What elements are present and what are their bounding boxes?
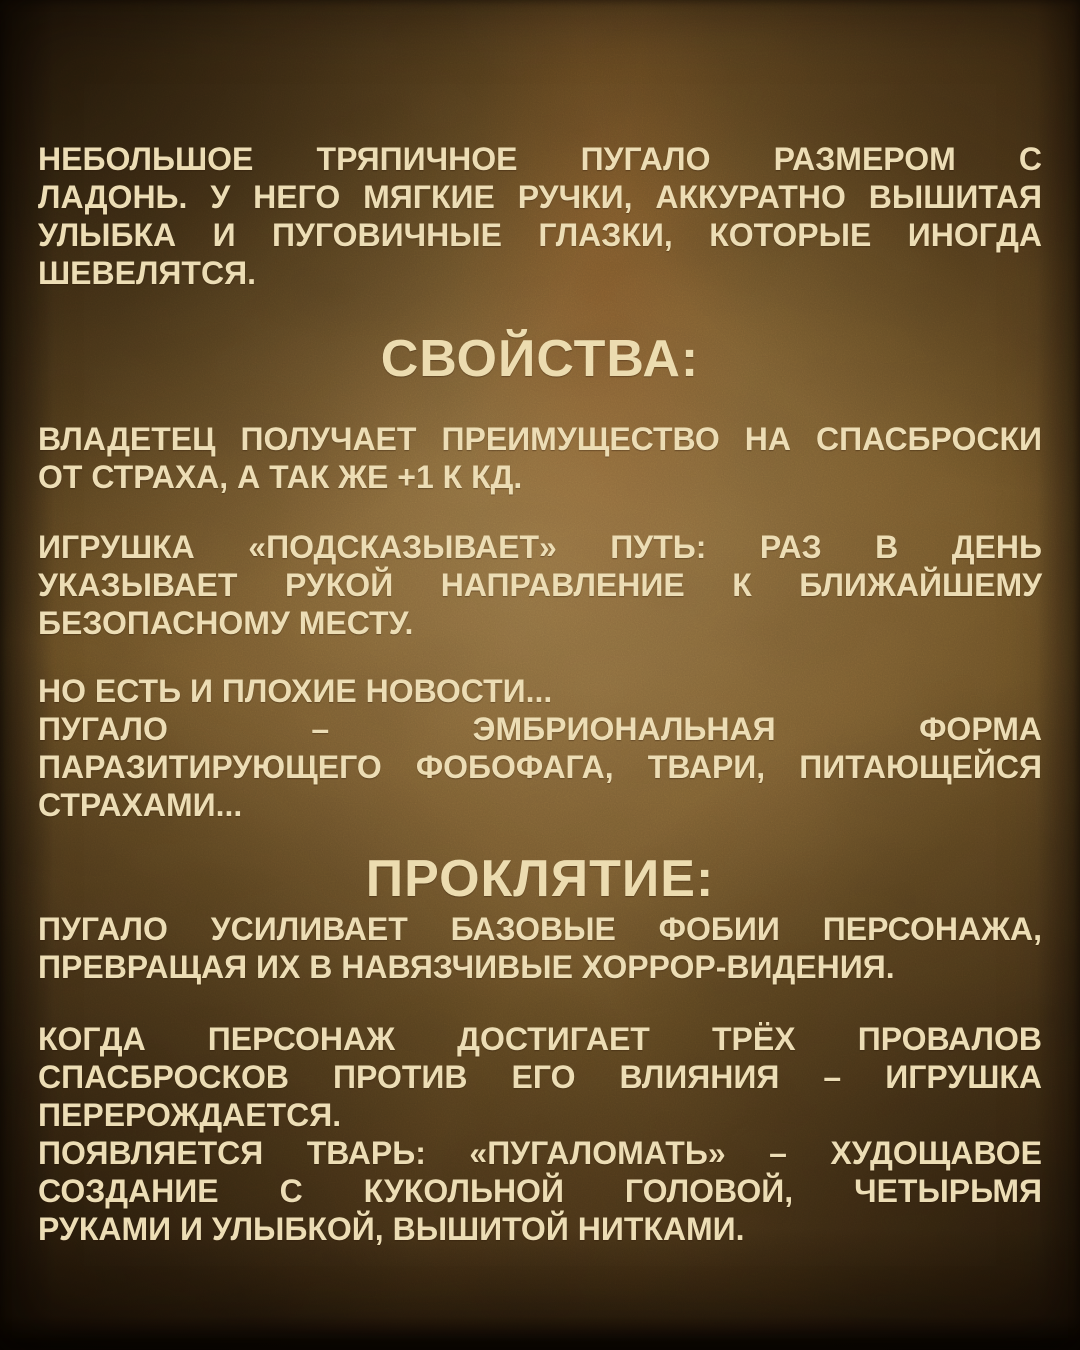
text-line: КОГДА ПЕРСОНАЖ ДОСТИГАЕТ ТРЁХ ПРОВАЛОВ <box>38 1021 1042 1057</box>
text-line: ИГРУШКА «ПОДСКАЗЫВАЕТ» ПУТЬ: РАЗ В ДЕНЬ <box>38 529 1042 565</box>
heading-curse: ПРОКЛЯТИЕ: <box>365 850 715 908</box>
text-line: ЛАДОНЬ. У НЕГО МЯГКИЕ РУЧКИ, АККУРАТНО ВЫШИТАЯ <box>38 179 1042 215</box>
paragraph-description <box>38 140 1042 292</box>
text-line: УКАЗЫВАЕТ РУКОЙ НАПРАВЛЕНИЕ К БЛИЖАЙШЕМУ <box>38 567 1042 603</box>
paragraph-property-guide <box>38 528 1042 642</box>
text-line: СПАСБРОСКОВ ПРОТИВ ЕГО ВЛИЯНИЯ – ИГРУШКА <box>38 1059 1042 1095</box>
text-line: ОТ СТРАХА, А ТАК ЖЕ +1 К КД. <box>38 459 523 495</box>
text-line: ШЕВЕЛЯТСЯ. <box>38 255 256 291</box>
heading-properties: СВОЙСТВА: <box>380 330 700 388</box>
paragraph-property-advantage <box>38 420 1042 496</box>
paragraph-bad-news <box>38 672 1042 824</box>
paragraph-curse-effect <box>38 910 1042 986</box>
text-line: РУКАМИ И УЛЫБКОЙ, ВЫШИТОЙ НИТКАМИ. <box>38 1211 745 1247</box>
text-line: НЕБОЛЬШОЕ ТРЯПИЧНОЕ ПУГАЛО РАЗМЕРОМ С <box>38 141 1042 177</box>
text-line: ПАРАЗИТИРУЮЩЕГО ФОБОФАГА, ТВАРИ, ПИТАЮЩЕЙСЯ <box>38 749 1042 785</box>
text-line: ВЛАДЕТЕЦ ПОЛУЧАЕТ ПРЕИМУЩЕСТВО НА СПАСБРОСКИ <box>38 421 1042 457</box>
text-line: НО ЕСТЬ И ПЛОХИЕ НОВОСТИ... <box>38 673 553 709</box>
text-line: СТРАХАМИ... <box>38 787 243 823</box>
text-line: ПОЯВЛЯЕТСЯ ТВАРЬ: «ПУГАЛОМАТЬ» – ХУДОЩАВОЕ <box>38 1135 1042 1171</box>
text-line: УЛЫБКА И ПУГОВИЧНЫЕ ГЛАЗКИ, КОТОРЫЕ ИНОГДА <box>38 217 1042 253</box>
paragraph-curse-rebirth <box>38 1020 1042 1248</box>
text-line: ПУГАЛО УСИЛИВАЕТ БАЗОВЫЕ ФОБИИ ПЕРСОНАЖА, <box>38 911 1042 947</box>
text-line: БЕЗОПАСНОМУ МЕСТУ. <box>38 605 414 641</box>
text-line: ПРЕВРАЩАЯ ИХ В НАВЯЗЧИВЫЕ ХОРРОР-ВИДЕНИЯ. <box>38 949 895 985</box>
text-line: ПЕРЕРОЖДАЕТСЯ. <box>38 1097 342 1133</box>
text-line: ПУГАЛО – ЭМБРИОНАЛЬНАЯ ФОРМА <box>38 711 1042 747</box>
text-line: СОЗДАНИЕ С КУКОЛЬНОЙ ГОЛОВОЙ, ЧЕТЫРЬМЯ <box>38 1173 1042 1209</box>
